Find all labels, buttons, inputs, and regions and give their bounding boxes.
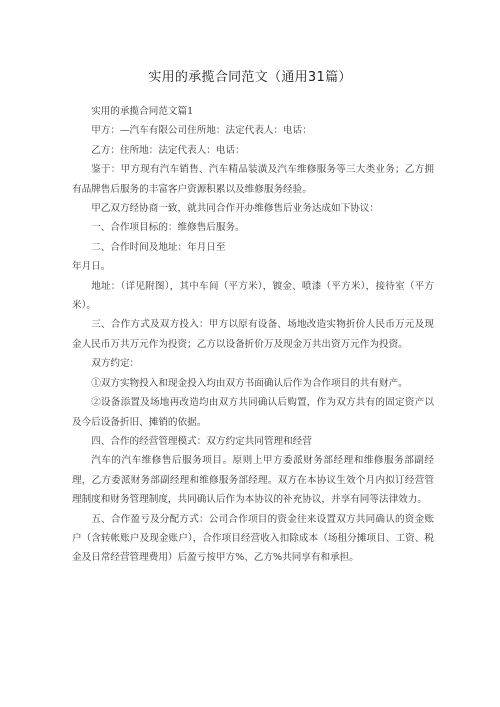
- paragraph: 五、合作盈亏及分配方式：公司合作项目的资金往来设置双方共同确认的资金账户（含转帐账户及现金账户），合作项目经营收入扣除成本（场租分摊项目、工资、税金及日常经营管理费用）后盈亏按甲方%、乙方%共同享有和承担。: [72, 513, 434, 564]
- paragraph: 二、合作时间及地址：年月日至: [91, 241, 226, 253]
- paragraph: 一、合作项目标的：维修售后服务。: [91, 222, 245, 234]
- paragraph: 汽车的汽车维修售后服务项目。原则上甲方委派财务部经理和维修服务部副经理，乙方委派财务部副经理和维修服务部经理。双方在本协议生效个月内拟订经营管理制度和财务管理制度，共同确认后作为本协议的补充协议，并享有同等法律效力。: [72, 455, 434, 506]
- paragraph: 双方约定：: [91, 358, 140, 370]
- paragraph: 甲乙双方经协商一致，就共同合作开办维修售后业务达成如下协议：: [91, 203, 379, 215]
- paragraph: ①双方实物投入和现金投入均由双方书面确认后作为合作项目的共有财产。: [91, 377, 408, 389]
- paragraph: 年月日。: [72, 261, 111, 273]
- paragraph: 实用的承揽合同范文篇1: [91, 106, 194, 117]
- document-body: [72, 102, 434, 568]
- paragraph: 地址：（详见附图），其中车间（平方米），镀金、喷漆（平方米），接待室（平方米）。: [72, 280, 434, 312]
- paragraph: 四、合作的经营管理模式：双方约定共同管理和经营: [91, 435, 312, 447]
- paragraph: 乙方：住所地：法定代表人：电话：: [91, 144, 245, 156]
- paragraph: 鉴于：甲方现有汽车销售、汽车精品装潢及汽车维修服务等三大类业务；乙方拥有品牌售后服务的丰富客户资源积累以及维修服务经验。: [72, 164, 434, 195]
- paragraph: 三、合作方式及双方投入：甲方以原有设备、场地改造实物折价人民币万元及现金人民币万共万元作为投资；乙方以设备折价万及现金万共出资万元作为投资。: [72, 319, 434, 350]
- paragraph: ②设备添置及场地再改造均由双方共同确认后购置，作为双方共有的固定资产以及今后设备折旧、摊销的依据。: [72, 397, 434, 428]
- document-title: 实用的承揽合同范文（通用31篇）: [148, 70, 352, 85]
- paragraph: 甲方：—汽车有限公司住所地：法定代表人：电话：: [91, 125, 312, 137]
